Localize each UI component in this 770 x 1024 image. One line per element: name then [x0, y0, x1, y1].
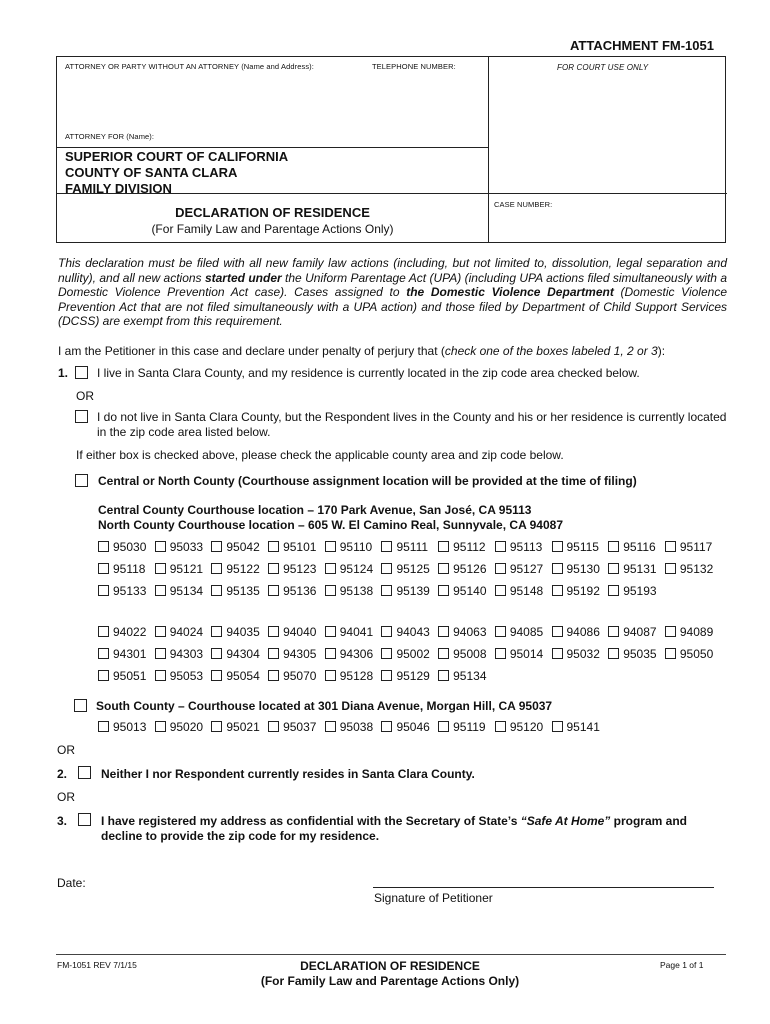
option-3-text-1: I have registered my address as confidential with the Secretary of State’s [101, 814, 521, 828]
zip-label: 95118 [113, 562, 146, 576]
zip-option-95113[interactable] [495, 540, 552, 554]
attorney-for-field[interactable] [157, 129, 483, 144]
zip-label: 95032 [566, 647, 600, 661]
court-name-line2: COUNTY OF SANTA CLARA [65, 165, 238, 180]
zip-checkbox[interactable] [325, 541, 336, 552]
zip-label: 95134 [169, 584, 204, 598]
footer-page-number: Page 1 of 1 [660, 960, 704, 970]
zip-checkbox[interactable] [438, 541, 449, 552]
zip-label: 95070 [283, 669, 317, 683]
zip-checkbox[interactable] [438, 648, 449, 659]
zip-label: 95141 [566, 720, 600, 734]
option-1-note: If either box is checked above, please check the applicable county area and zip code below. [76, 448, 564, 462]
zip-option-95116[interactable] [608, 540, 665, 554]
header-divider-vertical [488, 57, 489, 243]
zip-checkbox[interactable] [98, 563, 109, 574]
form-title: DECLARATION OF RESIDENCE [175, 205, 370, 220]
or-separator-2: OR [57, 790, 75, 804]
zip-checkbox[interactable] [381, 541, 392, 552]
zip-checkbox[interactable] [608, 563, 619, 574]
zip-label: 95139 [396, 584, 430, 598]
zip-label: 95035 [623, 647, 657, 661]
signature-label: Signature of Petitioner [374, 891, 493, 905]
declaration-statement [58, 344, 728, 359]
zip-checkbox[interactable] [325, 648, 336, 659]
zip-option-95139[interactable] [381, 584, 438, 598]
zip-option-95120[interactable] [495, 720, 552, 734]
zip-option-95020[interactable] [155, 720, 212, 734]
zip-label: 95046 [396, 720, 430, 734]
zip-checkbox[interactable] [381, 626, 392, 637]
zip-option-95033[interactable] [155, 540, 212, 554]
option-2-number: 2. [57, 767, 68, 781]
zip-option-95193[interactable] [608, 584, 665, 598]
zip-checkbox[interactable] [268, 648, 279, 659]
zip-checkbox[interactable] [665, 541, 676, 552]
zip-option-94087[interactable] [608, 625, 665, 639]
zip-checkbox[interactable] [155, 721, 166, 732]
zip-checkbox[interactable] [325, 585, 336, 596]
zip-checkbox[interactable] [325, 721, 336, 732]
zip-option-94024[interactable] [155, 625, 212, 639]
zip-option-95119[interactable] [438, 720, 495, 734]
declare-tail: ): [657, 344, 666, 358]
option-3-text-2: program and decline to provide the zip code for my residence. [101, 814, 687, 843]
zip-option-95046[interactable] [381, 720, 438, 734]
zip-checkbox[interactable] [495, 563, 506, 574]
zip-label: 95140 [453, 584, 487, 598]
zip-label: 95050 [679, 647, 714, 661]
zip-option-95122[interactable] [211, 562, 268, 576]
zip-checkbox[interactable] [98, 626, 109, 637]
zip-option-95070[interactable] [268, 669, 325, 683]
zip-label: 94303 [169, 647, 204, 661]
zip-checkbox[interactable] [381, 670, 392, 681]
zip-label: 94089 [679, 625, 714, 639]
zip-label: 94022 [113, 625, 147, 639]
zip-label: 95133 [113, 584, 147, 598]
zip-label: 94301 [113, 647, 147, 661]
zip-option-95127[interactable] [495, 562, 552, 576]
zip-label: 95013 [113, 720, 147, 734]
zip-checkbox[interactable] [552, 541, 563, 552]
zip-label: 95135 [226, 584, 260, 598]
zip-label: 95120 [509, 720, 544, 734]
zip-label: 95122 [226, 562, 260, 576]
zip-option-95037[interactable] [268, 720, 325, 734]
zip-label: 95115 [566, 540, 599, 554]
zip-option-94303[interactable] [155, 647, 212, 661]
zip-label: 94041 [339, 625, 374, 639]
zip-option-95051[interactable] [98, 669, 155, 683]
zip-option-94306[interactable] [325, 647, 382, 661]
zip-label: 95116 [623, 540, 656, 554]
case-number-label: CASE NUMBER: [494, 200, 553, 209]
zip-checkbox[interactable] [495, 541, 506, 552]
zip-label: 95033 [169, 540, 204, 554]
zip-checkbox[interactable] [211, 563, 222, 574]
zip-label: 94035 [226, 625, 260, 639]
zip-option-95140[interactable] [438, 584, 495, 598]
zip-option-94086[interactable] [552, 625, 609, 639]
zip-option-95148[interactable] [495, 584, 552, 598]
attorney-for-label: ATTORNEY FOR (Name): [65, 132, 155, 141]
zip-label: 95123 [283, 562, 317, 576]
zip-option-95121[interactable] [155, 562, 212, 576]
zip-label: 95126 [453, 562, 487, 576]
zip-label: 95054 [226, 669, 260, 683]
zip-checkbox[interactable] [155, 670, 166, 681]
zip-label: 95125 [396, 562, 430, 576]
zip-label: 95101 [283, 540, 317, 554]
zip-checkbox[interactable] [211, 626, 222, 637]
zip-checkbox[interactable] [98, 648, 109, 659]
zip-option-95032[interactable] [552, 647, 609, 661]
zip-label: 94085 [509, 625, 544, 639]
option-3-number: 3. [57, 814, 68, 828]
zip-checkbox[interactable] [211, 585, 222, 596]
central-north-checkbox[interactable] [75, 474, 88, 487]
zip-checkbox[interactable] [495, 585, 506, 596]
zip-label: 94304 [226, 647, 260, 661]
option-2-text: Neither I nor Respondent currently resides in Santa Clara County. [101, 767, 475, 781]
zip-label: 95130 [566, 562, 600, 576]
zip-checkbox[interactable] [552, 585, 563, 596]
zip-option-95035[interactable] [608, 647, 665, 661]
intro-bold-2: the Domestic Violence Department [406, 285, 614, 300]
zip-checkbox[interactable] [211, 541, 222, 552]
intro-text-2: the Uniform Parentage Act (UPA) (including UPA actions filed simultaneously with a Domestic Violence Prevention Act case). Cases assigned to [58, 270, 727, 300]
zip-label: 95042 [226, 540, 260, 554]
zip-option-95128[interactable] [325, 669, 382, 683]
zip-option-95130[interactable] [552, 562, 609, 576]
zip-label: 95121 [169, 562, 204, 576]
zip-checkbox[interactable] [438, 721, 449, 732]
zip-label: 94086 [566, 625, 600, 639]
zip-option-95134[interactable] [438, 669, 495, 683]
zip-checkbox[interactable] [155, 541, 166, 552]
zip-option-95021[interactable] [211, 720, 268, 734]
zip-checkbox[interactable] [665, 563, 676, 574]
zip-checkbox[interactable] [98, 670, 109, 681]
zip-label: 95128 [339, 669, 374, 683]
zip-checkbox[interactable] [608, 648, 619, 659]
zip-option-94305[interactable] [268, 647, 325, 661]
option-3-safe-at-home: “Safe At Home” [520, 814, 611, 828]
zip-option-95129[interactable] [381, 669, 438, 683]
zip-checkbox[interactable] [325, 626, 336, 637]
or-separator-1: OR [57, 743, 75, 757]
zip-label: 94024 [169, 625, 204, 639]
intro-paragraph [58, 256, 727, 329]
zip-label: 95014 [509, 647, 544, 661]
zip-checkbox[interactable] [98, 585, 109, 596]
option-2-checkbox[interactable] [78, 766, 91, 779]
option-1a-text: I live in Santa Clara County, and my residence is currently located in the zip code area checked below. [97, 366, 640, 380]
zip-checkbox[interactable] [98, 541, 109, 552]
zip-option-95141[interactable] [552, 720, 609, 734]
zip-option-95136[interactable] [268, 584, 325, 598]
zip-label: 95008 [453, 647, 487, 661]
option-1-number: 1. [58, 366, 69, 380]
zip-option-94085[interactable] [495, 625, 552, 639]
zip-option-95132[interactable] [665, 562, 722, 576]
zip-checkbox[interactable] [325, 563, 336, 574]
zip-checkbox[interactable] [211, 670, 222, 681]
zip-option-95002[interactable] [381, 647, 438, 661]
zip-option-94043[interactable] [381, 625, 438, 639]
zip-option-95133[interactable] [98, 584, 155, 598]
central-courthouse-location: Central County Courthouse location – 170 Park Avenue, San José, CA 95113 [98, 503, 532, 517]
zip-option-94022[interactable] [98, 625, 155, 639]
zip-option-95118[interactable] [98, 562, 155, 576]
zip-checkbox[interactable] [155, 648, 166, 659]
zip-checkbox[interactable] [211, 648, 222, 659]
zip-option-95014[interactable] [495, 647, 552, 661]
zip-option-95115[interactable] [552, 540, 609, 554]
attorney-label: ATTORNEY OR PARTY WITHOUT AN ATTORNEY (Name and Address): [65, 62, 314, 71]
declare-lead: I am the Petitioner in this case and declare under penalty of perjury that ( [58, 344, 445, 358]
north-courthouse-location: North County Courthouse location – 605 W. El Camino Real, Sunnyvale, CA 94087 [98, 518, 563, 532]
zip-option-95117[interactable] [665, 540, 722, 554]
zip-label: 95020 [169, 720, 204, 734]
zip-option-95038[interactable] [325, 720, 382, 734]
zip-checkbox[interactable] [211, 721, 222, 732]
zip-checkbox[interactable] [325, 670, 336, 681]
zip-label: 95129 [396, 669, 430, 683]
zip-label: 95037 [283, 720, 317, 734]
zip-checkbox[interactable] [155, 563, 166, 574]
court-name-line1: SUPERIOR COURT OF CALIFORNIA [65, 149, 289, 164]
zip-checkbox[interactable] [381, 648, 392, 659]
zip-option-95110[interactable] [325, 540, 382, 554]
zip-option-95101[interactable] [268, 540, 325, 554]
zip-row [98, 720, 608, 736]
zip-option-95131[interactable] [608, 562, 665, 576]
zip-option-94063[interactable] [438, 625, 495, 639]
zip-row [98, 562, 722, 578]
zip-label: 95021 [226, 720, 260, 734]
zip-option-95135[interactable] [211, 584, 268, 598]
zip-label: 95148 [509, 584, 544, 598]
zip-checkbox[interactable] [98, 721, 109, 732]
zip-row [98, 669, 495, 685]
form-subtitle: (For Family Law and Parentage Actions Only) [151, 222, 394, 236]
zip-checkbox[interactable] [552, 721, 563, 732]
zip-label: 94306 [339, 647, 374, 661]
court-use-label: FOR COURT USE ONLY [557, 63, 649, 72]
zip-checkbox[interactable] [608, 541, 619, 552]
south-county-heading: South County – Courthouse located at 301 Diana Avenue, Morgan Hill, CA 95037 [96, 699, 553, 713]
zip-label: 95111 [396, 540, 429, 554]
zip-checkbox[interactable] [155, 585, 166, 596]
zip-row [98, 540, 722, 556]
zip-checkbox[interactable] [665, 626, 676, 637]
zip-checkbox[interactable] [268, 626, 279, 637]
footer-divider [56, 954, 726, 955]
zip-checkbox[interactable] [438, 585, 449, 596]
zip-label: 95038 [339, 720, 374, 734]
header-divider-attorney [57, 147, 488, 148]
zip-label: 94305 [283, 647, 317, 661]
zip-option-95008[interactable] [438, 647, 495, 661]
zip-option-95112[interactable] [438, 540, 495, 554]
zip-checkbox[interactable] [552, 563, 563, 574]
court-name-line3: FAMILY DIVISION [65, 181, 172, 196]
zip-label: 95119 [453, 720, 486, 734]
zip-label: 95193 [623, 584, 657, 598]
zip-checkbox[interactable] [381, 721, 392, 732]
option-3-text [101, 814, 723, 843]
zip-checkbox[interactable] [552, 648, 563, 659]
caption-header-box [56, 56, 726, 243]
zip-option-95192[interactable] [552, 584, 609, 598]
zip-checkbox[interactable] [608, 626, 619, 637]
zip-checkbox[interactable] [552, 626, 563, 637]
zip-label: 95002 [396, 647, 430, 661]
zip-label: 95051 [113, 669, 147, 683]
zip-label: 95192 [566, 584, 600, 598]
zip-option-95125[interactable] [381, 562, 438, 576]
zip-option-94041[interactable] [325, 625, 382, 639]
zip-option-94301[interactable] [98, 647, 155, 661]
attorney-name-field[interactable] [63, 71, 483, 129]
zip-label: 95112 [453, 540, 486, 554]
zip-option-95030[interactable] [98, 540, 155, 554]
signature-line[interactable] [373, 887, 714, 888]
option-1b-checkbox[interactable] [75, 410, 88, 423]
footer-title: DECLARATION OF RESIDENCE [300, 959, 480, 973]
zip-option-95123[interactable] [268, 562, 325, 576]
declare-italic: check one of the boxes labeled 1, 2 or 3 [444, 344, 658, 358]
zip-option-95134[interactable] [155, 584, 212, 598]
option-1b-text: I do not live in Santa Clara County, but the Respondent lives in the County and his or her residence is currently located in the zip code area listed below. [97, 410, 727, 439]
court-use-field[interactable] [493, 73, 721, 189]
zip-label: 95110 [339, 540, 373, 554]
footer-subtitle: (For Family Law and Parentage Actions Only) [260, 974, 520, 988]
intro-text-3: (Domestic Violence Prevention Act that are not filed simultaneously with a UPA action) and those filed by Department of Child Support Services (DCSS) are exempt from this requirement. [58, 285, 727, 329]
zip-label: 95127 [509, 562, 544, 576]
zip-label: 95131 [623, 562, 657, 576]
footer-form-id: FM-1051 REV 7/1/15 [57, 960, 137, 970]
zip-option-95050[interactable] [665, 647, 722, 661]
zip-label: 95136 [283, 584, 317, 598]
zip-option-94304[interactable] [211, 647, 268, 661]
zip-label: 95134 [453, 669, 487, 683]
south-county-checkbox[interactable] [74, 699, 87, 712]
zip-checkbox[interactable] [438, 563, 449, 574]
zip-checkbox[interactable] [268, 721, 279, 732]
zip-checkbox[interactable] [495, 721, 506, 732]
option-1a-checkbox[interactable] [75, 366, 88, 379]
zip-option-94035[interactable] [211, 625, 268, 639]
zip-checkbox[interactable] [438, 670, 449, 681]
zip-label: 95113 [509, 540, 543, 554]
telephone-label: TELEPHONE NUMBER: [372, 62, 456, 71]
zip-row [98, 625, 722, 641]
zip-checkbox[interactable] [381, 563, 392, 574]
attachment-title: ATTACHMENT FM-1051 [570, 38, 714, 53]
zip-label: 95117 [679, 540, 713, 554]
zip-label: 95124 [339, 562, 374, 576]
zip-checkbox[interactable] [268, 585, 279, 596]
zip-checkbox[interactable] [608, 585, 619, 596]
zip-checkbox[interactable] [268, 563, 279, 574]
option-3-checkbox[interactable] [78, 813, 91, 826]
zip-label: 95053 [169, 669, 204, 683]
zip-checkbox[interactable] [438, 626, 449, 637]
intro-text-1: This declaration must be filed with all new family law actions (including, but not limited to, dissolution, legal separation and nullity), and all new actions [58, 256, 727, 285]
date-label: Date: [57, 876, 86, 890]
zip-checkbox[interactable] [665, 648, 676, 659]
zip-row [98, 584, 665, 600]
zip-option-94089[interactable] [665, 625, 722, 639]
zip-option-95138[interactable] [325, 584, 382, 598]
zip-label: 94040 [283, 625, 317, 639]
zip-option-95124[interactable] [325, 562, 382, 576]
case-number-field[interactable] [493, 213, 721, 239]
zip-option-95054[interactable] [211, 669, 268, 683]
central-north-heading: Central or North County (Courthouse assignment location will be provided at the time of filing) [98, 474, 637, 488]
zip-option-95111[interactable] [381, 540, 438, 554]
zip-label: 95030 [113, 540, 147, 554]
zip-checkbox[interactable] [155, 626, 166, 637]
zip-checkbox[interactable] [381, 585, 392, 596]
zip-label: 94043 [396, 625, 430, 639]
zip-label: 95138 [339, 584, 374, 598]
zip-checkbox[interactable] [495, 648, 506, 659]
zip-option-95013[interactable] [98, 720, 155, 734]
intro-bold-1: started under [204, 270, 282, 285]
zip-option-95126[interactable] [438, 562, 495, 576]
zip-option-95042[interactable] [211, 540, 268, 554]
zip-label: 95132 [679, 562, 714, 576]
date-field[interactable] [92, 872, 312, 890]
zip-row [98, 647, 722, 663]
zip-option-95053[interactable] [155, 669, 212, 683]
zip-checkbox[interactable] [495, 626, 506, 637]
zip-checkbox[interactable] [268, 541, 279, 552]
zip-option-94040[interactable] [268, 625, 325, 639]
option-1-or: OR [76, 389, 94, 403]
zip-label: 94063 [453, 625, 487, 639]
zip-label: 94087 [623, 625, 657, 639]
zip-checkbox[interactable] [268, 670, 279, 681]
